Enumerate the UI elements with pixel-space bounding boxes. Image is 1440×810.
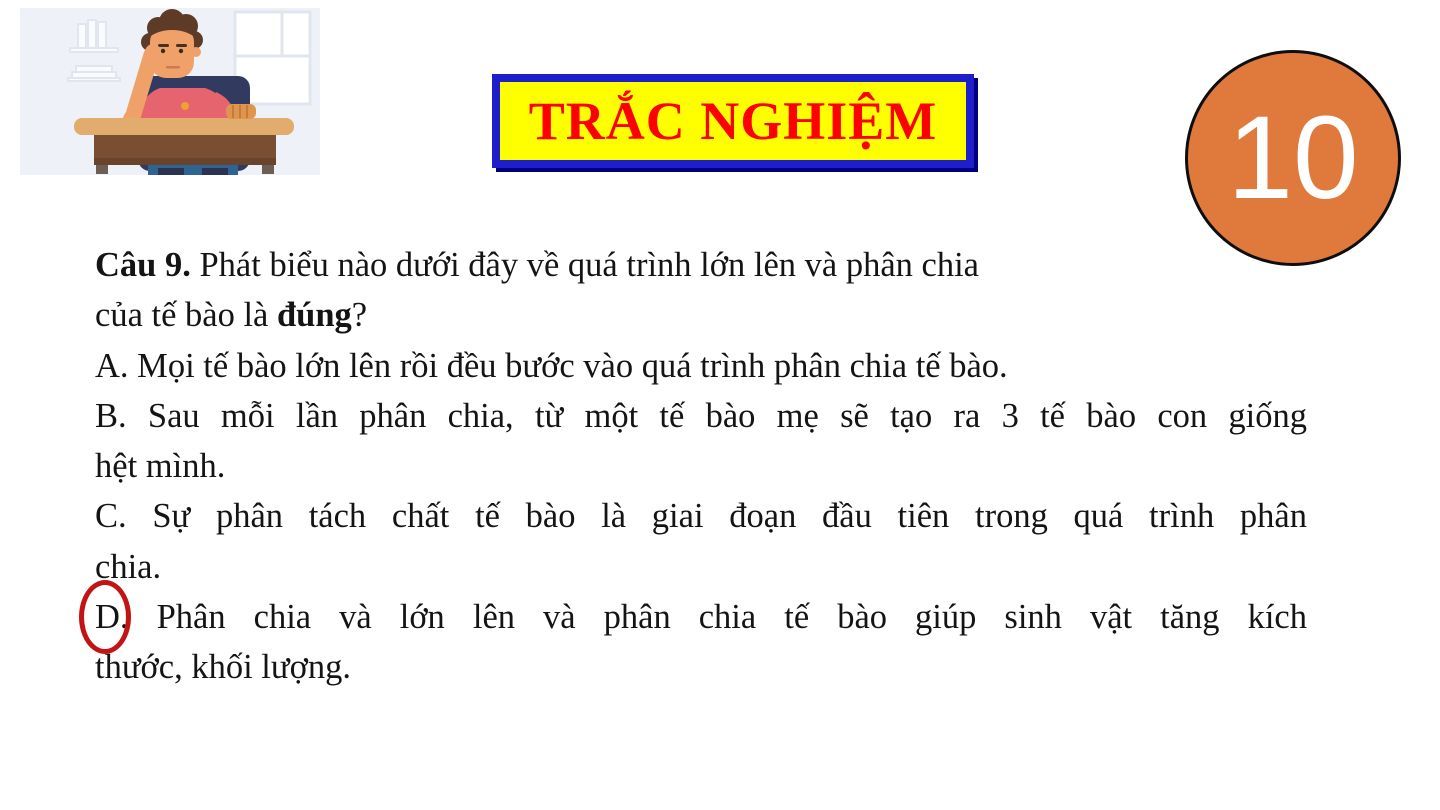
option-d-line2: thước, khối lượng. [95, 648, 351, 687]
option-b-line1: B. Sau mỗi lần phân chia, từ một tế bào mẹ sẽ tạo ra 3 tế bào con giống [95, 396, 1307, 435]
option-c-line1: C. Sự phân tách chất tế bào là giai đoạn đầu tiên trong quá trình phân [95, 497, 1307, 536]
option-b [95, 391, 1307, 492]
option-c-line2: chia. [95, 547, 162, 586]
option-d-line1 [95, 592, 1307, 642]
option-d-text: Phân chia và lớn lên và phân chia tế bào giúp sinh vật tăng kích [128, 598, 1307, 637]
thinking-student-illustration [20, 8, 320, 175]
question-bold-word: đúng [276, 296, 352, 335]
question-line1: Phát biểu nào dưới đây về quá trình lớn lên và phân chia [190, 246, 979, 284]
question-block [95, 240, 1307, 693]
title-banner [492, 74, 974, 168]
option-b-line2: hệt mình. [95, 447, 226, 486]
option-c [95, 491, 1307, 592]
option-d [95, 592, 1307, 693]
option-d-letter: D. [95, 598, 129, 637]
option-a-text: A. Mọi tế bào lớn lên rồi đều bước vào quá trình phân chia tế bào. [95, 346, 1008, 385]
question-mark: ? [351, 296, 368, 335]
option-a [95, 341, 1307, 391]
question-number: Câu 9. [95, 246, 191, 284]
timer-circle [1185, 50, 1401, 266]
correct-answer [95, 598, 129, 636]
timer-value: 10 [1227, 92, 1359, 224]
title-text: TRẮC NGHIỆM [528, 91, 938, 151]
question-text [95, 240, 1307, 341]
question-line2: của tế bào là [95, 296, 277, 335]
